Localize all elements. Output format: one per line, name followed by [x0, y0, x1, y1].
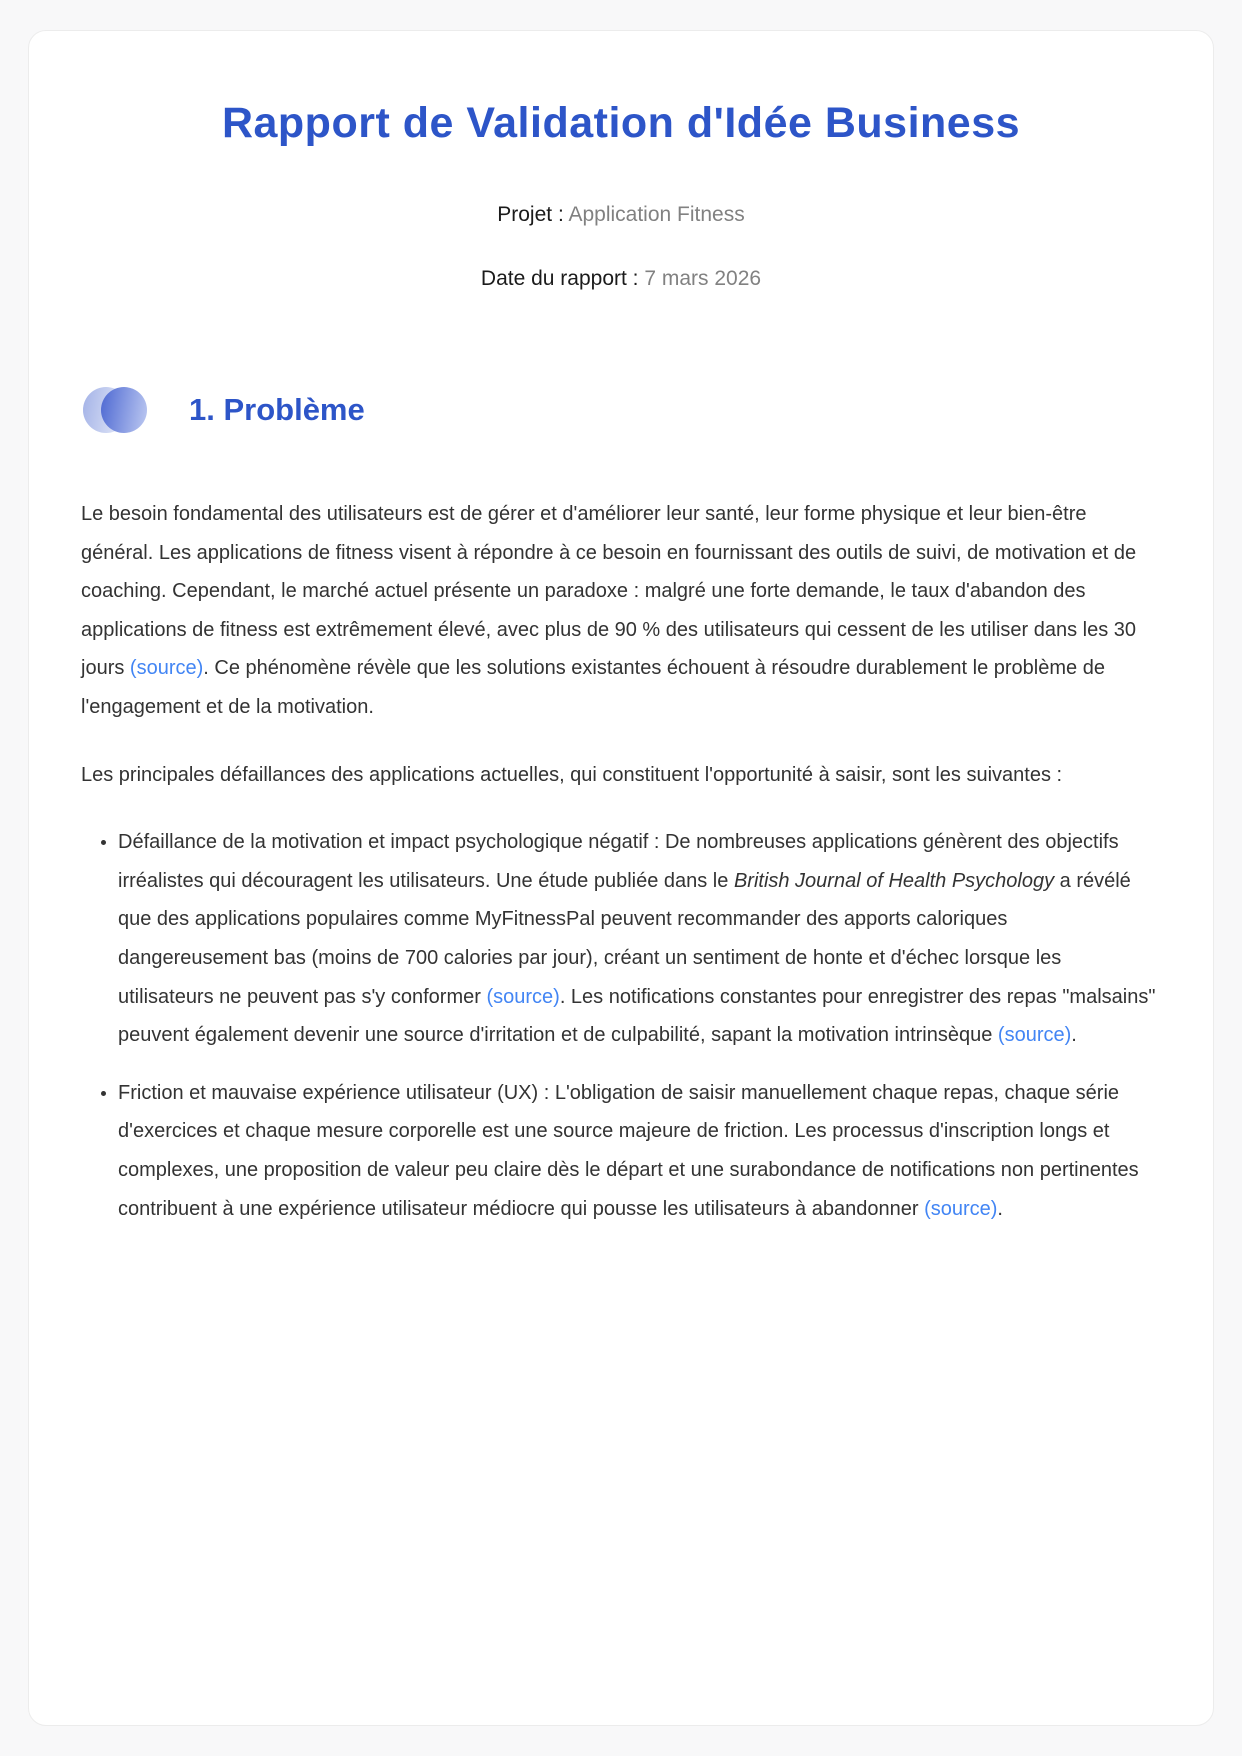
report-date-label: Date du rapport : — [480, 267, 639, 290]
project-label: Projet : — [497, 203, 564, 226]
text-run: Défaillance de la motivation et impact psychologique négatif : De nombreuses applications génèrent des objectifs irréalistes qui découragent les utilisateurs. Une étude publiée dans le — [118, 831, 1119, 892]
section-title: 1. Problème — [189, 392, 365, 427]
project-meta-line — [81, 203, 1161, 227]
source-link[interactable]: (source) — [129, 657, 204, 680]
section-header-probleme — [83, 387, 1161, 433]
circle-dark — [101, 387, 147, 433]
source-link[interactable]: (source) — [997, 1024, 1072, 1047]
report-page — [28, 30, 1214, 1726]
report-date-value: 7 mars 2026 — [644, 267, 762, 290]
text-run: . Ce phénomène révèle que les solutions existantes échouent à résoudre durablement le problème de l'engagement et de la motivation. — [81, 657, 1105, 718]
text-run: Le besoin fondamental des utilisateurs est de gérer et d'améliorer leur santé, leur forme physique et leur bien-être général. Les applications de fitness visent à répondre à ce besoin en fournissant des outils de suivi, de motivation et de coaching. Cependant, le marché actuel présente un paradoxe : malgré une forte demande, le taux d'abandon des applications de fitness est extrêmement élevé, avec plus de 90 % des utilisateurs qui cessent de les utiliser dans les 30 jours — [81, 503, 1137, 680]
text-run: Friction et mauvaise expérience utilisateur (UX) : L'obligation de saisir manuellement chaque repas, chaque série d'exercices et chaque mesure corporelle est une source majeure de friction. Les processus d'inscription longs et complexes, une proposition de valeur peu claire dès le départ et une surabondance de notifications non pertinentes contribuent à une expérience utilisateur médiocre qui pousse les utilisateurs à abandonner — [118, 1081, 1139, 1220]
overlapping-circles-icon — [83, 387, 147, 433]
journal-name-italic: British Journal of Health Psychology — [733, 869, 1055, 892]
problem-list — [81, 823, 1161, 1228]
section-body — [81, 495, 1161, 1228]
text-run: . Les notifications constantes pour enregistrer des repas "malsains" peuvent également devenir une source d'irritation et de culpabilité, sapant la motivation intrinsèque — [118, 985, 1156, 1047]
source-link[interactable]: (source) — [486, 985, 560, 1008]
project-value: Application Fitness — [568, 203, 745, 226]
intro-paragraph-2 — [81, 756, 1161, 795]
page-title: Rapport de Validation d'Idée Business — [221, 99, 1021, 147]
text-run: Les principales défaillances des applications actuelles, qui constituent l'opportunité à saisir, sont les suivantes : — [81, 763, 1063, 786]
text-run: . — [997, 1197, 1003, 1220]
text-run: . — [1071, 1024, 1077, 1047]
list-item — [118, 1074, 1161, 1228]
intro-paragraph-1 — [81, 495, 1161, 727]
date-meta-line — [81, 267, 1161, 291]
source-link[interactable]: (source) — [924, 1197, 998, 1220]
list-item — [118, 823, 1161, 1055]
text-run: a révélé que des applications populaires comme MyFitnessPal peuvent recommander des apports caloriques dangereusement bas (moins de 700 calories par jour), créant un sentiment de honte et d'échec lorsque les utilisateurs ne peuvent pas s'y conformer — [118, 869, 1131, 1008]
